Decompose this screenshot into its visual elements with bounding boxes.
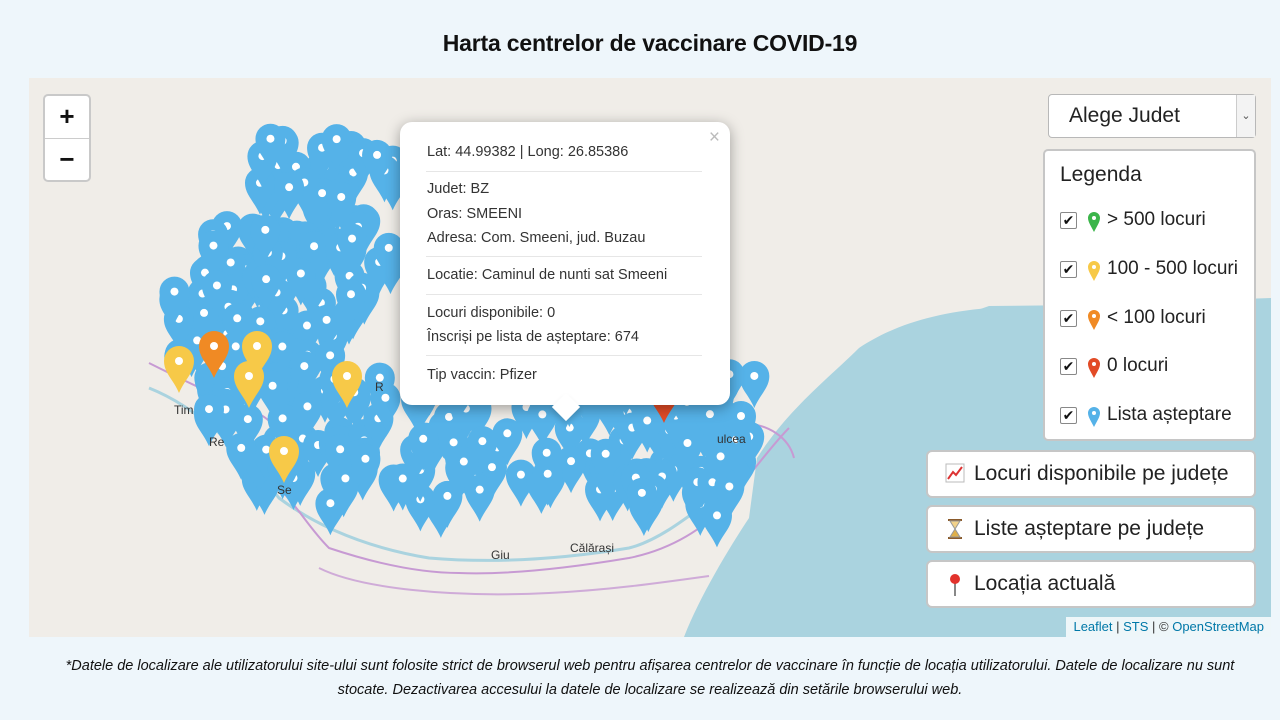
zoom-out-button[interactable]: − (59, 144, 75, 174)
popup-judet: Judet: BZ (427, 181, 490, 197)
pushpin-icon (945, 573, 965, 597)
legend-checkbox[interactable]: ✔ (1060, 407, 1077, 424)
map[interactable] (29, 78, 1271, 637)
legend-label: 100 - 500 locuri (1107, 258, 1238, 279)
chart-icon (945, 463, 965, 483)
map-pin-green-icon (1087, 211, 1101, 233)
popup-divider (426, 171, 702, 172)
map-attribution (1066, 617, 1271, 637)
label-calarasi: Călărași (570, 541, 615, 555)
privacy-footnote: *Datele de localizare ale utilizatorului site-ului sunt folosite strict de browserul web pentru afișarea centrelor de vaccinare în funcție de locația utilizatorului. Datele de localizare nu sunt stocate. Dezactivarea accesului la datele de localizare se realizează din setările browserului web. (65, 658, 1235, 698)
legend-label: > 500 locuri (1107, 209, 1206, 230)
legend-checkbox[interactable]: ✔ (1060, 358, 1077, 375)
popup-divider (426, 256, 702, 257)
popup-close-button[interactable]: × (708, 127, 720, 148)
label-r: R (375, 380, 384, 394)
leaflet-link[interactable]: Leaflet (1073, 619, 1113, 634)
locatia-actuala-label: Locația actuală (974, 572, 1116, 595)
chevron-down-icon: ⌄ (1236, 95, 1255, 137)
popup-divider (426, 294, 702, 295)
zoom-control (43, 94, 91, 182)
popup-locatie: Locatie: Caminul de nunti sat Smeeni (427, 267, 668, 283)
sts-link[interactable]: STS (1123, 619, 1149, 634)
attribution-separator: | © (1148, 619, 1173, 634)
liste-asteptare-label: Liste așteptare pe județe (974, 517, 1204, 540)
center-popup (400, 122, 730, 405)
judet-select-value: Alege Judet (1069, 104, 1180, 127)
map-pin-yellow-icon (1087, 260, 1101, 282)
popup-locuri: Locuri disponibile: 0 (427, 305, 556, 321)
locatia-actuala-button[interactable] (926, 560, 1256, 608)
locuri-disponibile-button[interactable] (926, 450, 1256, 498)
legend-checkbox[interactable]: ✔ (1060, 310, 1077, 327)
map-pin-red-icon (1087, 357, 1101, 379)
popup-adresa: Adresa: Com. Smeeni, jud. Buzau (427, 230, 646, 246)
legend-checkbox[interactable]: ✔ (1060, 261, 1077, 278)
legend-label: < 100 locuri (1107, 307, 1206, 328)
popup-oras: Oras: SMEENI (427, 206, 523, 222)
popup-divider (426, 355, 702, 356)
osm-link[interactable]: OpenStreetMap (1172, 619, 1264, 634)
locuri-disponibile-label: Locuri disponibile pe județe (974, 462, 1229, 485)
legend-label: Lista așteptare (1107, 404, 1232, 425)
map-marker[interactable] (164, 346, 194, 393)
attribution-separator: | (1112, 619, 1124, 634)
label-giurgiu: Giu (491, 548, 510, 562)
label-tulcea: ulcea (717, 432, 746, 446)
map-pin-blue-icon (1087, 406, 1101, 428)
label-resita: Re (209, 435, 225, 449)
label-timisoara: Tim (174, 403, 194, 417)
judet-select[interactable] (1048, 94, 1256, 138)
hourglass-icon (945, 518, 965, 540)
legend-label: 0 locuri (1107, 355, 1169, 376)
legend-checkbox[interactable]: ✔ (1060, 212, 1077, 229)
map-pin-orange-icon (1087, 309, 1101, 331)
legend (1043, 149, 1256, 441)
popup-tip-vaccin: Tip vaccin: Pfizer (427, 367, 537, 383)
label-severin: Se (277, 483, 292, 497)
legend-title: Legenda (1060, 163, 1142, 186)
page-title: Harta centrelor de vaccinare COVID-19 (442, 30, 858, 56)
map-marker[interactable] (739, 361, 769, 408)
liste-asteptare-button[interactable] (926, 505, 1256, 553)
map-marker[interactable] (465, 475, 495, 522)
popup-coords: Lat: 44.99382 | Long: 26.85386 (427, 144, 629, 160)
zoom-in-button[interactable]: + (45, 96, 89, 139)
popup-inscrisi: Înscriși pe lista de așteptare: 674 (427, 329, 639, 345)
